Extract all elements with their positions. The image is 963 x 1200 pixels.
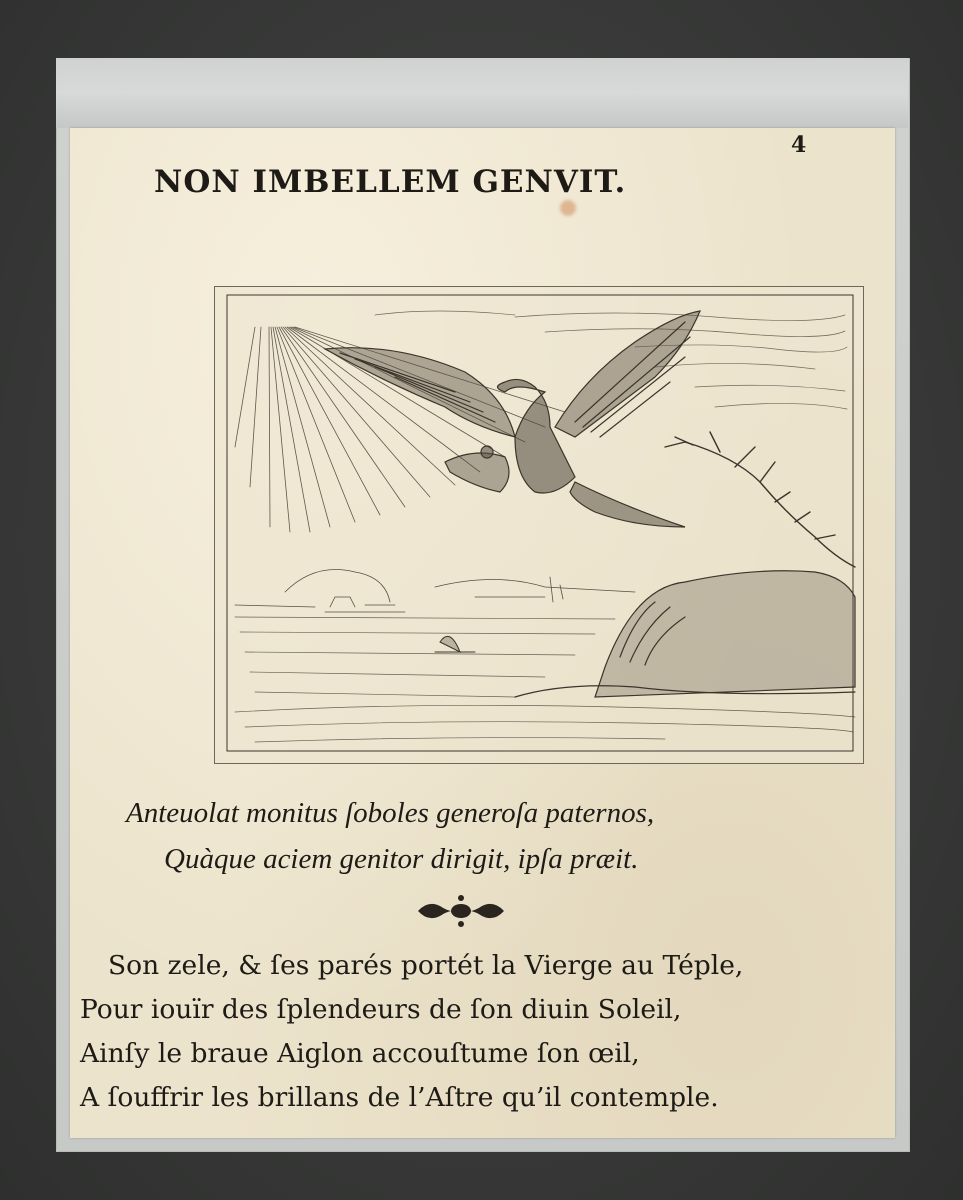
fleuron-ornament bbox=[416, 894, 506, 933]
french-verse bbox=[80, 944, 870, 1120]
page-number: 4 bbox=[791, 132, 807, 158]
foxing-stain bbox=[560, 200, 576, 216]
tissue-hinge-strip bbox=[56, 58, 908, 128]
latin-epigram bbox=[126, 790, 766, 882]
french-line-1: Son zele, & ſes parés portét la Vierge au Téple, bbox=[108, 950, 744, 981]
engraving-plate bbox=[214, 286, 864, 764]
french-line-4: A ſouffrir les brillans de l’Aſtre qu’il contemple. bbox=[80, 1082, 719, 1113]
latin-line-2: Quàque aciem genitor dirigit, ipſa præit. bbox=[164, 843, 639, 875]
latin-line-1: Anteuolat monitus ſoboles generoſa paternos, bbox=[126, 797, 655, 829]
french-line-3: Ainſy le braue Aiglon accouſtume ſon œil, bbox=[80, 1038, 640, 1069]
eagle-engraving-image bbox=[215, 287, 863, 763]
emblem-motto: NON IMBELLEM GENVIT. bbox=[154, 164, 627, 200]
french-line-2: Pour iouïr des ſplendeurs de ſon diuin Soleil, bbox=[80, 994, 682, 1025]
